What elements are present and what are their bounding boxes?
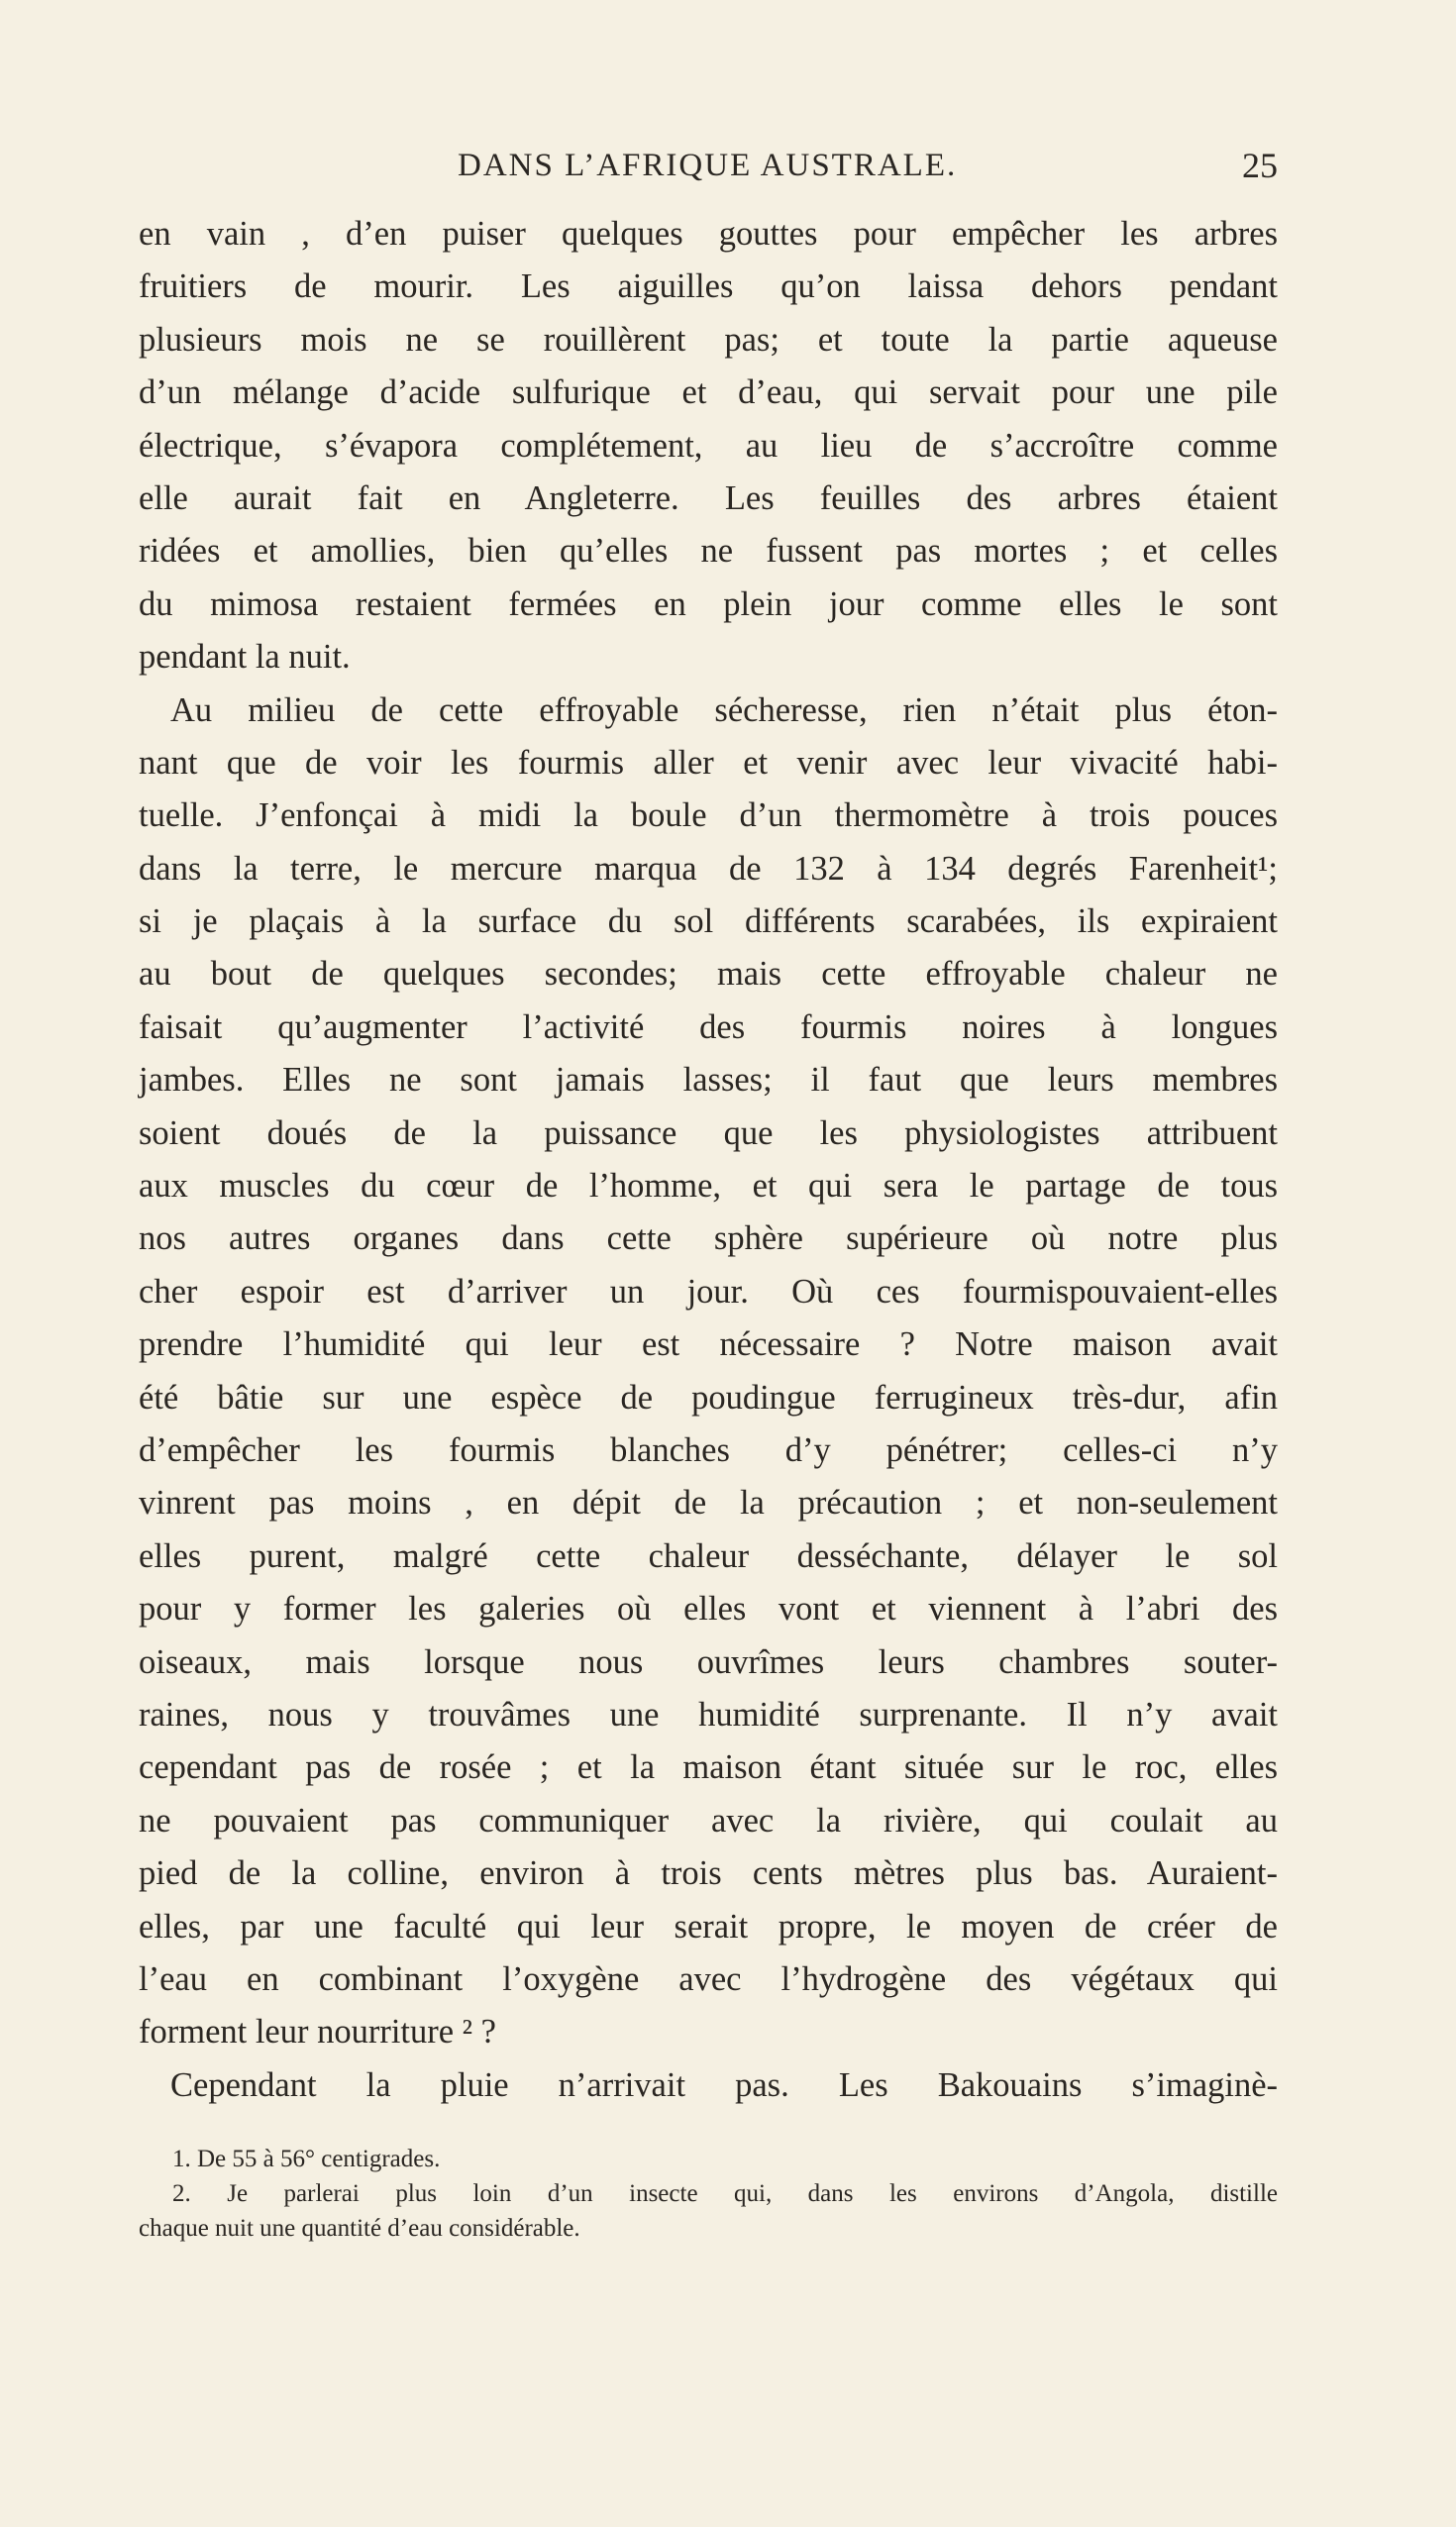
text-line: pour y former les galeries où elles vont et viennent à l’abri des xyxy=(139,1590,1278,1629)
footnote-2-continuation: chaque nuit une quantité d’eau considérable. xyxy=(139,2215,580,2242)
text-line: du mimosa restaient fermées en plein jour comme elles le sont xyxy=(139,584,1278,623)
text-line: d’un mélange d’acide sulfurique et d’eau, qui servait pour une pile xyxy=(139,373,1278,412)
text-line: électrique, s’évapora complétement, au lieu de s’accroître comme xyxy=(139,426,1278,465)
text-line: elles, par une faculté qui leur serait propre, le moyen de créer de xyxy=(139,1907,1278,1946)
text-line: ridées et amollies, bien qu’elles ne fussent pas mortes ; et celles xyxy=(139,532,1278,571)
text-line: si je plaçais à la surface du sol différents scarabées, ils expiraient xyxy=(139,902,1278,941)
text-line: en vain , d’en puiser quelques gouttes pour empêcher les arbres xyxy=(139,215,1278,253)
text-line: prendre l’humidité qui leur est nécessaire ? Notre maison avait xyxy=(139,1325,1278,1364)
text-line: Au milieu de cette effroyable sécheresse, rien n’était plus éton- xyxy=(170,690,1278,729)
text-line: elle aurait fait en Angleterre. Les feuilles des arbres étaient xyxy=(139,478,1278,517)
text-line: Cependant la pluie n’arrivait pas. Les Bakouains s’imaginè- xyxy=(170,2065,1278,2104)
text-line: cher espoir est d’arriver un jour. Où ces fourmispouvaient-elles xyxy=(139,1272,1278,1311)
text-line: aux muscles du cœur de l’homme, et qui sera le partage de tous xyxy=(139,1167,1278,1206)
text-line: pendant la nuit. xyxy=(139,638,351,677)
text-line: nos autres organes dans cette sphère supérieure où notre plus xyxy=(139,1219,1278,1258)
page-header xyxy=(139,141,1278,190)
text-line: nant que de voir les fourmis aller et venir avec leur vivacité habi- xyxy=(139,743,1278,782)
text-line: tuelle. J’enfonçai à midi la boule d’un thermomètre à trois pouces xyxy=(139,796,1278,835)
text-line: dans la terre, le mercure marqua de 132 à 134 degrés Farenheit¹; xyxy=(139,849,1278,888)
text-line: fruitiers de mourir. Les aiguilles qu’on laissa dehors pendant xyxy=(139,267,1278,306)
text-line: pied de la colline, environ à trois cents mètres plus bas. Auraient- xyxy=(139,1854,1278,1893)
text-line: elles purent, malgré cette chaleur desséchante, délayer le sol xyxy=(139,1536,1278,1575)
text-line: oiseaux, mais lorsque nous ouvrîmes leurs chambres souter- xyxy=(139,1642,1278,1681)
text-line: raines, nous y trouvâmes une humidité surprenante. Il n’y avait xyxy=(139,1695,1278,1734)
text-line: faisait qu’augmenter l’activité des fourmis noires à longues xyxy=(139,1007,1278,1046)
running-title: DANS L’AFRIQUE AUSTRALE. xyxy=(458,148,958,183)
text-line: vinrent pas moins , en dépit de la précaution ; et non-seulement xyxy=(139,1484,1278,1523)
page-number: 25 xyxy=(1242,146,1278,185)
text-line: d’empêcher les fourmis blanches d’y pénétrer; celles-ci n’y xyxy=(139,1430,1278,1469)
text-line: ne pouvaient pas communiquer avec la rivière, qui coulait au xyxy=(139,1801,1278,1840)
text-line: au bout de quelques secondes; mais cette effroyable chaleur ne xyxy=(139,955,1278,994)
text-line: jambes. Elles ne sont jamais lasses; il faut que leurs membres xyxy=(139,1061,1278,1100)
text-line: cependant pas de rosée ; et la maison étant située sur le roc, elles xyxy=(139,1748,1278,1787)
text-line: soient doués de la puissance que les physiologistes attribuent xyxy=(139,1113,1278,1152)
footnotes xyxy=(139,2142,1278,2246)
footnote-1: 1. De 55 à 56° centigrades. xyxy=(172,2146,441,2172)
footnote-2: 2. Je parlerai plus loin d’un insecte qui, dans les environs d’Angola, distille xyxy=(172,2180,1278,2207)
text-line: plusieurs mois ne se rouillèrent pas; et toute la partie aqueuse xyxy=(139,320,1278,359)
text-line: été bâtie sur une espèce de poudingue ferrugineux très-dur, afin xyxy=(139,1378,1278,1417)
text-line: forment leur nourriture ² ? xyxy=(139,2013,496,2052)
body-text xyxy=(139,208,1278,2112)
text-line: l’eau en combinant l’oxygène avec l’hydrogène des végétaux qui xyxy=(139,1959,1278,1998)
